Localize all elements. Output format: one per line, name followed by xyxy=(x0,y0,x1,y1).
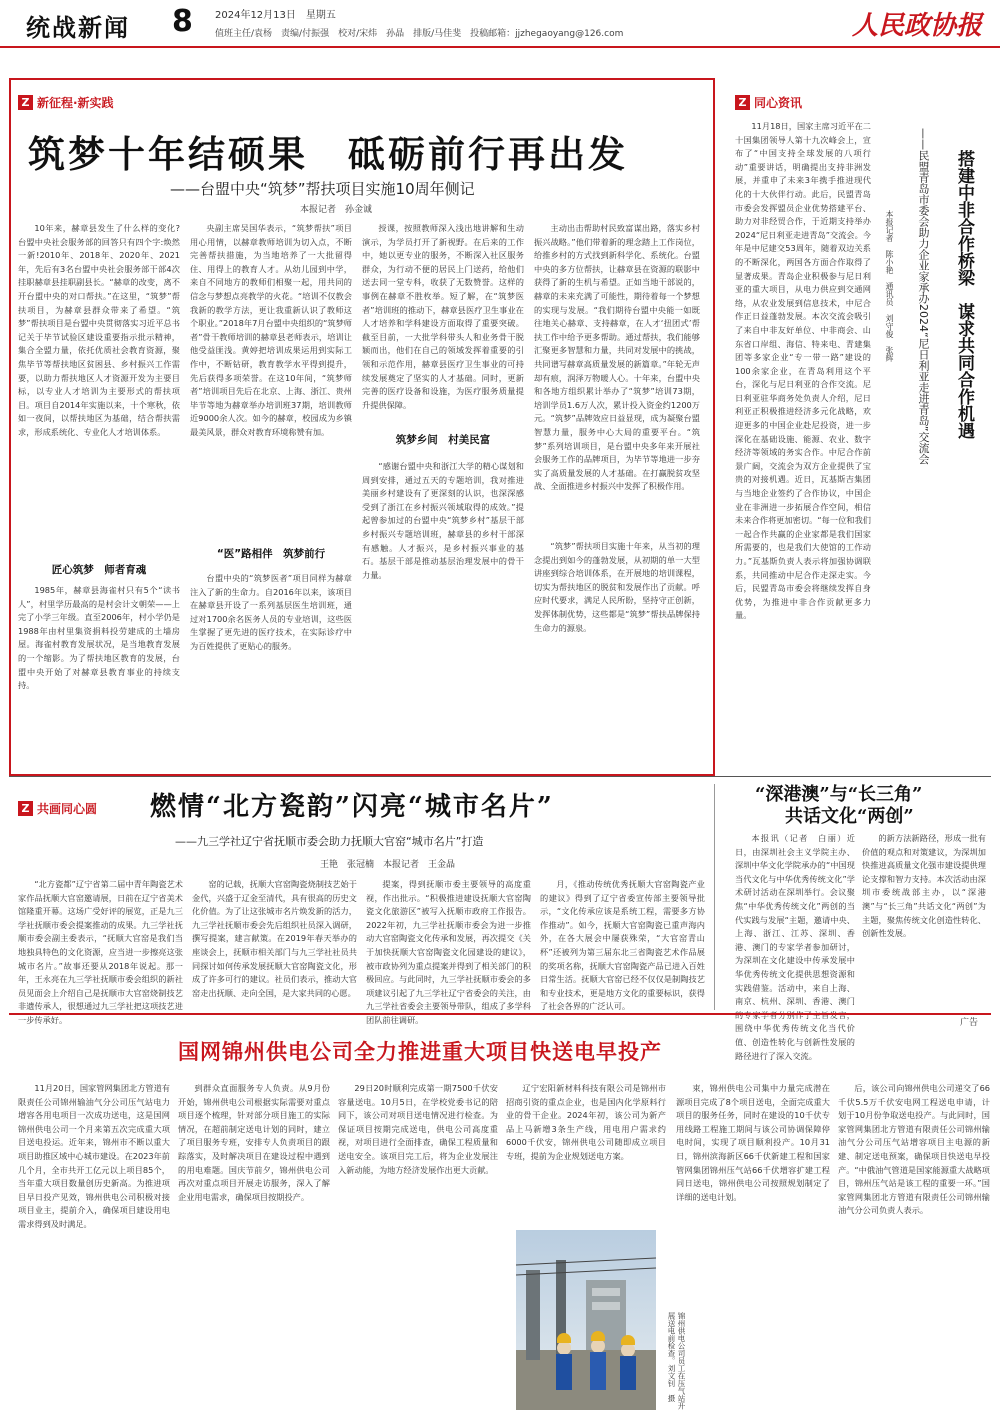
ad-column-1: 11月20日，国家管网集团北方管道有限责任公司锦州输油气分公司压气站电力增容各用电项目一次成功送电，这是国网锦州供电公司一个月来第五次完成重大项目送电投运。近年来，锦州市不断以重大项目助推区域中心城市建设。在2023年前几个月，全市共开工亿元以上项目85个，当年重大项目数量创历史新高。为推进项目早日投产见效，锦州供电公司积极对接项目业主，提前介入，确保项目建设用电需求得到及时满足。 xyxy=(18,1083,170,1229)
z-badge-icon: Z xyxy=(18,95,33,110)
art4-headline-line1: “深港澳”与“长三角” xyxy=(755,784,923,805)
right-tag-label: 同心资讯 xyxy=(754,96,803,110)
z-badge-icon: Z xyxy=(18,801,33,816)
lead-column-2b: 台盟中央的“筑梦医者”项目同样为赫章注入了新的生命力。自2016年以来，该项目在赫章县开设了一系列基层医生培训班，通过对1700余名医务人员的专业培训，这些医生掌握了更先进的医疗技术，在实际诊疗中为百姓提供了更贴心的服务。 xyxy=(190,573,352,651)
page-number: 8 xyxy=(172,4,193,39)
art3-subtitle: ——九三学社辽宁省抚顺市委会助力抚顺大官窑“城市名片”打造 xyxy=(175,835,484,848)
substation-workers-image xyxy=(516,1230,656,1410)
lead-column-3: 授课，按照教师深入浅出地讲解和生动演示，为学员打开了新视野。在后来的工作中，她以更专业的服务，不断深入社区服务群众，为行动不便的居民上门送药，给他们送去同一堂专科，收获了无数赞誉。这样的事例在赫章不胜枚举。短了解，在“筑梦医者”培训班的推动下，赫章县医疗卫生事业在人才培养和学科建设方面取得了重要突破。截至目前，一大批学科带头人和业务骨干脱颖而出，他们在自己的领域发挥着重要的引领和示范作用，赫章县医疗卫生事业的可持续发展奠定了坚实的人才基础。同时，更新完善的医疗设备和设施，为医疗服务质量提升提供保障。 xyxy=(362,223,524,410)
lead-column-3b: “感谢台盟中央和浙江大学的精心谋划和周到安排，通过五天的专题培训，我对推进美丽乡村建设有了更深刻的认识，也深深感受到了浙江在乡村振兴领域取得的成效。”提起曾参加过的台盟中央“筑梦乡村”基层干部乡村振兴专题培训班，赫章县的乡村干部深有感触。人才振兴，是乡村振兴事业的基石。基层干部是推动基层治理发展中的骨干力量。 xyxy=(362,461,524,580)
staff-credits: 值班主任/袁杨 责编/付振强 校对/宋炜 孙晶 排版/马佳斐 投稿邮箱：jjzhegaoyang@126.com xyxy=(215,29,624,39)
lead-subhead-2: “医”路相伴 筑梦前行 xyxy=(216,548,326,560)
lead-column-2: 央副主席吴国华表示，“筑梦帮扶”项目用心用情，以赫章教师培训为切入点，不断完善帮扶措施，为当地培养了一大批留得住、用得上的教育人才。从幼儿园到中学，来自不同地方的教师们相聚一起，用共同的信念与梦想点亮教学的火花。“培训不仅教会我新的教学方法，更让我重新认识了教师这个职业。”2018年7月台盟中央组织的“筑梦师者”骨干教师培训的赫章县老师表示，培训让他受益匪浅。黄婷把培训成果运用到实际工作中，不断钻研，教育教学水平得到提升，先后获得多项荣誉。在这10年间，“筑梦师者”培训项目先后在北京、上海、浙江、贵州毕节等地为赫章举办培训班37期，培训教师近9000余人次。如今的赫章，校园成为乡镇最美风景，群众对教育环境称赞有加。 xyxy=(190,223,352,437)
lead-subhead-3: 筑梦乡间 村美民富 xyxy=(395,434,491,446)
ad-label: 广告 xyxy=(960,1018,979,1028)
ad-column-3: 29日20时顺利完成第一期7500千伏安容量送电。10月5日，在学校党委书记的陪同下，该公司对项目送电情况进行检查。为保证项目按期完成送电，供电公司高度重视，对项目进行全面排查，确保工程质量和送电安全。该项目完工后，将为企业发展注入新动能，为地方经济发展作出更大贡献。 xyxy=(338,1083,498,1175)
right-section-tag xyxy=(735,94,802,111)
lead-subhead-1: 匠心筑梦 师者育魂 xyxy=(51,564,147,576)
right-article-body: 11月18日，国家主席习近平在二十国集团领导人第十九次峰会上，宣布了“中国支持全球发展的八项行动”重要讲话，明确提出支持非洲发展，并重申了未来3年携手推进现代化的十大伙伴行动。此后，民盟青岛市委会发挥盟员企业优势搭建平台、助力对非经贸合作，于近期支持举办2024“尼日利亚走进青岛”交流会。今年是中尼建交53周年，随着双边关系的不断深化，两国各方面合作取得了显著成果。青岛企业积极参与尼日利亚的重大项目，从电力供应到交通网络，从农业发展到信息技术，中尼合作正日益蓬勃发展。本次交流会吸引了来自中非友好单位、中非商会、山东省口岸组、海信、特来电、青建集团等多家企业“专一带一路”建设的100余家企业，在青岛利用这个平台，深化与尼日利亚的合作交流。尼日利亚驻华商务处负责人介绍，尼日利亚正积极推进经济多元化战略，欢迎更多的中国企业赴尼投资，进一步深化在基础设施、能源、农业、数字经济等领域的务实合作。中尼合作前景广阔，交流会为双方企业提供了宝贵的对接机遇。近日，瓦基斯吉集团与当地企业签约了合作协议，中国企业在非洲进一步拓展合作空间，相信未来合作将更加密切。“每一位和我们一起合作共赢的企业家都是我们国家所需要的，也是我们大使馆的工作动力。”瓦基斯负责人表示将加强协调联系，共同推动中尼合作走深走实。今后，民盟青岛市委会将继续发挥自身优势，为推进中非合作贡献更多力量。 xyxy=(735,121,871,621)
photo-caption: 锦州供电公司员工在压气站开展送电前检查。刘文钊 摄 xyxy=(667,1312,686,1410)
lead-column-1b: 1985年，赫章县海雀村只有5个“读书人”，村里学历最高的是村会计文朝荣——上完了小学三年级。直至2006年，村小学仍是1988年由村里集资捐料投劳建成的土墙房屋。海雀村教育发展状况，是当地教育发展的一个缩影。为了帮扶地区教育的发展，台盟中央开始了对赫章县教育事业的持续支持。 xyxy=(18,585,180,691)
section-divider xyxy=(9,776,991,777)
lead-tag-label: 新征程·新实践 xyxy=(37,96,114,110)
ad-photo xyxy=(516,1230,656,1410)
right-byline: 本报记者 陈小艳 通讯员 刘守俊 张辉 xyxy=(885,210,894,362)
art4-column-2: 的新方法新路径，形成一批有价值的观点和对策建议，为深圳加快推进高质量文化强市建设提供理论支撑和智力支持。本次活动由深圳市委统战部主办，以“深港澳”与“长三角”共话文化“两创”为主题，聚焦传统文化创造性转化、创新性发展。 xyxy=(862,833,986,939)
art3-section-tag xyxy=(18,800,97,817)
art3-column-2: 窑的记载，抚顺大官窑陶瓷烧制技艺始于金代，兴盛于辽金至清代，具有很高的历史文化价值。为了让这张城市名片焕发新的活力，九三学社抚顺市委会先后组织社员深入调研，撰写提案，建言献策。在2019年春天举办的座谈会上，抚顺市相关部门与九三学社社员共同探讨如何传承发展抚顺大官窑陶瓷文化，形成了许多可行的建议。社员们表示，推动大官窑走出抚顺、走向全国，是大家共同的心愿。 xyxy=(192,879,357,998)
newspaper-logo: 人民政协报 xyxy=(852,11,983,41)
right-headline: 搭建中非合作桥梁 谋求共同合作机遇 xyxy=(954,150,974,439)
lead-headline: 筑梦十年结硕果 砥砺前行再出发 xyxy=(28,132,628,176)
art3-column-1: “北方瓷都”辽宁省第二届中青年陶瓷艺术家作品抚顺大官窑邀请展，日前在辽宁省美术馆隆重开幕。这场广受好评的展览，正是九三学社抚顺市委会提案推动的成果。九三学社抚顺市委会副主委表示，“抚顺大官窑是我们当地独具特色的文化资源，应当进一步擦亮这张城市名片。”故事还要从2018年说起。那一年，王永亮在九三学社抚顺市委会组织的新社员见面会上介绍自己是抚顺市大官窑烧制技艺非遗传承人，很想通过九三学社把这项技艺进一步传承好。 xyxy=(18,879,183,1025)
masthead xyxy=(0,0,1000,48)
art3-headline: 燃情“北方瓷韵”闪亮“城市名片” xyxy=(150,792,554,822)
art4-column-1: 本报讯（记者 白丽）近日，由深圳社会主义学院主办、深圳中华文化学院承办的“中国现当代文化与中华优秀传统文化”学术研讨活动在深圳举行。会议聚焦“中华优秀传统文化”两创的当代实践与发展“主题，邀请中央、上海、浙江、江苏、深圳、香港、澳门的专家学者参加研讨，为深圳在文化建设中传承发展中华优秀传统文化提供思想资源和实践借鉴。活动中，来自上海、南京、杭州、深圳、香港、澳门 围绕中华优秀传统文化当代价值、创造性转化与创新性发展的路径进行了深入交流。 xyxy=(735,833,855,1061)
section-name: 统战新闻 xyxy=(26,14,130,42)
lead-column-4: 主动出击帮助村民致富谋出路，落实乡村振兴战略。”他们带着新的理念踏上工作岗位，给推乡村的方式找到新科学化、系统化。台盟中央的多方位帮扶，让赫章县在资源的联影中获得了新的生机与希望。正如当地干部说的，赫章的未来充满了可能性，期待着每一个梦想的实现与发展。“我们期待台盟中央能一如既往地关心赫章、支持赫章，在人才‘扭团式’帮扶工作中给予更多帮助。通过帮扶，我们能够汇聚更多智慧和力量，共同对发展中的挑战，共同谱写赫章高质量发展的新篇章。”年轮无声却有痕，润泽万物暖人心。十年来，台盟中央和各地方组织累计举办了“筑梦”培训73期，培训学员1.6万人次，累计投入资金约1200万元。“筑梦”品牌效应日益显现，成为凝聚台盟智慧力量，服务中心大局的重要平台。“筑梦”系列培训项目，是台盟中央多年来开展社会服务工作的品牌项目，为毕节等地进一步夯实了高质量发展的人才基础。在打赢脱贫攻坚战、全面推进乡村振兴中发挥了积极作用。 xyxy=(534,223,700,492)
ad-column-4: 辽宁宏阳新材料科技有限公司是锦州市招商引资的重点企业，也是国内化学原料行业的骨干企业。2024年初，该公司为新产品上马新增3条生产线，用电用户需求约6000千伏安，锦州供电公司随即成立项目专班，提前为企业规划送电方案。 xyxy=(506,1083,666,1161)
lead-section-tag xyxy=(18,94,114,111)
ad-column-5: 束，锦州供电公司集中力量完成潜在源项目完成了8个项目送电，全面完成重大项目的服务任务，同时在建设的10千伏专用线路工程施工期间与该公司协调保障停电时间，实现了项目顺利投产。10月31日，锦州滨海新区66千伏新建工程和国家管网集团锦州压气站66千伏增容扩建工程同日送电，锦州供电公司按照规划制定了详细的送电计划。 xyxy=(676,1083,830,1202)
issue-date: 2024年12月13日 星期五 xyxy=(215,10,336,21)
column-rule xyxy=(714,784,715,1010)
art4-headline-line2: 共话文化“两创” xyxy=(785,806,914,827)
art3-column-4: 月，《推动传统优秀抚顺大官窑陶瓷产业的建议》得到了辽宁省委宣传部主要领导批示，“文化传承应该是系统工程，需要多方协作推动”。如今，抚顺大官窑陶瓷已重声海内外，在各大展会中屡获殊荣，“大官窑青山杯”还被列为第三届东北三省陶瓷艺术作品展的奖项名称，抚顺大官窑陶瓷产品已进入百姓日常生活。抚顺大官窑已经不仅仅是制陶技艺和专业技术，更是地方文化的重要标识，获得了社会各界的广泛认可。 xyxy=(540,879,705,1012)
art3-column-3: 提案，得到抚顺市委主要领导的高度重视，作出批示。“积极推进建设抚顺大官窑陶瓷文化旅游区”被写入抚顺市政府工作报告。2022年初，九三学社抚顺市委会为进一步推动大官窑陶瓷文化传承和发展，再次提交《关于加快抚顺大官窑陶瓷文化园建设的建议》，被市政协列为重点提案并得到了相关部门的积极回应。与此同时，九三学社抚顺市委会的多项建议引起了九三学社辽宁省委会的关注，由九三学社省委会主要领导带队，组成了多学科团队前往调研。 xyxy=(366,879,531,1025)
ad-column-6: 后，该公司向锦州供电公司递交了66千伏5.5万千伏安电网工程送电申请，计划于10月份争取送电投产。与此同时，国家管网集团北方管道有限责任公司锦州输油气分公司压气站增容项目主电源的新建、制定送电预案，确保项目快送电早投产。“中俄油气管道是国家能源重大战略项目，锦州压气站是该工程的重要一环。”国家管网集团北方管道有限责任公司锦州输油气分公司负责人表示。 xyxy=(838,1083,990,1216)
ad-headline: 国网锦州供电公司全力推进重大项目快送电早投产 xyxy=(178,1039,662,1064)
right-subtitle: ——民盟青岛市委会助力企业家承办2024“尼日利亚走进青岛”交流会 xyxy=(917,128,930,465)
ad-column-2: 到群众直面服务专人负责。从9月份开始，锦州供电公司根据实际需要对重点项目逐个梳理，针对部分项目施工的实际情况，在超前制定送电计划的同时，建立了项目服务专班，安排专人负责项目的跟踪落实，及时解决项目在建设过程中遇到的用电难题。国庆节前夕，锦州供电公司再次对重点项目开展走访服务，深入了解企业用电需求，确保项目按期投产。 xyxy=(178,1083,330,1202)
art3-tag-label: 共画同心圆 xyxy=(37,802,98,816)
lead-column-4b: “筑梦”帮扶项目实施十年来，从当初的理念提出到如今的蓬勃发展，从初期的单一大型讲座到综合培训体系，在开展地的培训课程，切实为帮扶地区的脱贫和发展作出了贡献。呼应时代要求，满足人民所盼，坚持守正创新，发挥体制优势，这些都是“筑梦”帮扶品牌保持生命力的源泉。 xyxy=(534,541,700,633)
lead-subtitle: ——台盟中央“筑梦”帮扶项目实施10周年侧记 xyxy=(170,180,475,198)
lead-byline: 本报记者 孙金诚 xyxy=(300,205,373,215)
ad-divider xyxy=(9,1013,991,1015)
art3-byline: 王艳 张冠楠 本报记者 王金晶 xyxy=(320,860,456,870)
lead-column-1: 10年来，赫章县发生了什么样的变化?台盟中央社会服务部的回答只有四个字:焕然一新!2010年、2018年、2020年、2021年，先后有3名台盟中央社会服务部干部4次挂职赫章县挂职副县长。“赫章的改变，离不开台盟中央的对口帮扶。”在这里，“筑梦”帮扶项目，为赫章县群众带来了希望。“筑梦”帮扶项目是台盟中央贯彻落实习近平总书记关于毕节试验区建设重要指示批示精神，集合全盟力量，依托优质社会教育资源，聚焦毕节等帮扶地区贫困县、乡村振兴工作需要，以助力帮扶地区人才资源开发为主要目标，以专业人才培训为主要形式的帮扶项目。项目自2014年实施以来，十个寒秋，依如一夜间，以帮扶地区为基础，结合帮扶需求，形成系统化、专业化人才培训体系。 xyxy=(18,223,180,437)
z-badge-icon: Z xyxy=(735,95,750,110)
